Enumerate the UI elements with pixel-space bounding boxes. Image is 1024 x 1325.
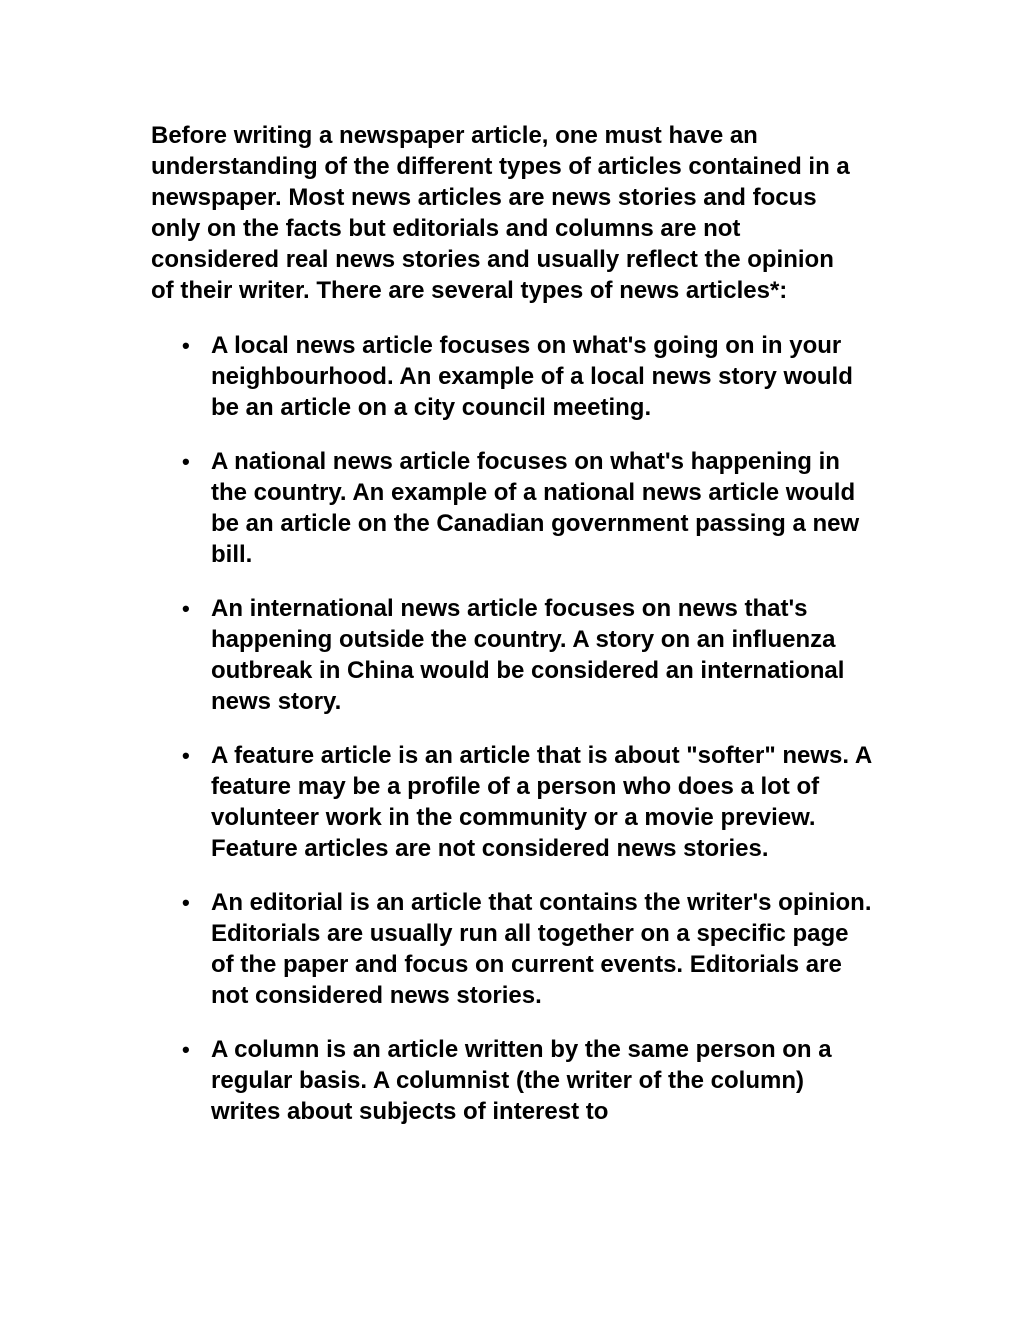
list-item — [151, 446, 876, 570]
document-page — [151, 120, 881, 1150]
list-item — [151, 740, 876, 864]
intro-paragraph: Before writing a newspaper article, one must have an understanding of the different types of articles contained in a newspaper. Most news articles are news stories and focus only on the facts but editorials and columns are not considered real news stories and usually reflect the opinion of their writer. There are several types of news articles*: — [151, 122, 850, 304]
bullet-icon: • — [182, 743, 190, 768]
list-item — [151, 887, 876, 1011]
list-item — [151, 330, 876, 423]
list-item-text: An editorial is an article that contains the writer's opinion. Editorials are usually run all together on a specific page of the paper and focus on current events. Editorials are not considered news stories. — [211, 889, 872, 1009]
bullet-icon: • — [182, 449, 190, 474]
bullet-icon: • — [182, 333, 190, 358]
bullet-icon: • — [182, 1037, 190, 1062]
article-types-list — [151, 330, 881, 1127]
list-item-text: A local news article focuses on what's going on in your neighbourhood. An example of a local news story would be an article on a city council meeting. — [211, 332, 853, 421]
list-item-text: A column is an article written by the same person on a regular basis. A columnist (the writer of the column) writes about subjects of interest to — [211, 1036, 832, 1125]
list-item-text: An international news article focuses on news that's happening outside the country. A story on an influenza outbreak in China would be considered an international news story. — [211, 595, 845, 715]
bullet-icon: • — [182, 890, 190, 915]
list-item-text: A national news article focuses on what's happening in the country. An example of a national news article would be an article on the Canadian government passing a new bill. — [211, 448, 860, 568]
list-item — [151, 1034, 876, 1127]
list-item-text: A feature article is an article that is about "softer" news. A feature may be a profile of a person who does a lot of volunteer work in the community or a movie preview. Feature articles are not considered news stories. — [211, 742, 872, 862]
list-item — [151, 593, 876, 717]
bullet-icon: • — [182, 596, 190, 621]
